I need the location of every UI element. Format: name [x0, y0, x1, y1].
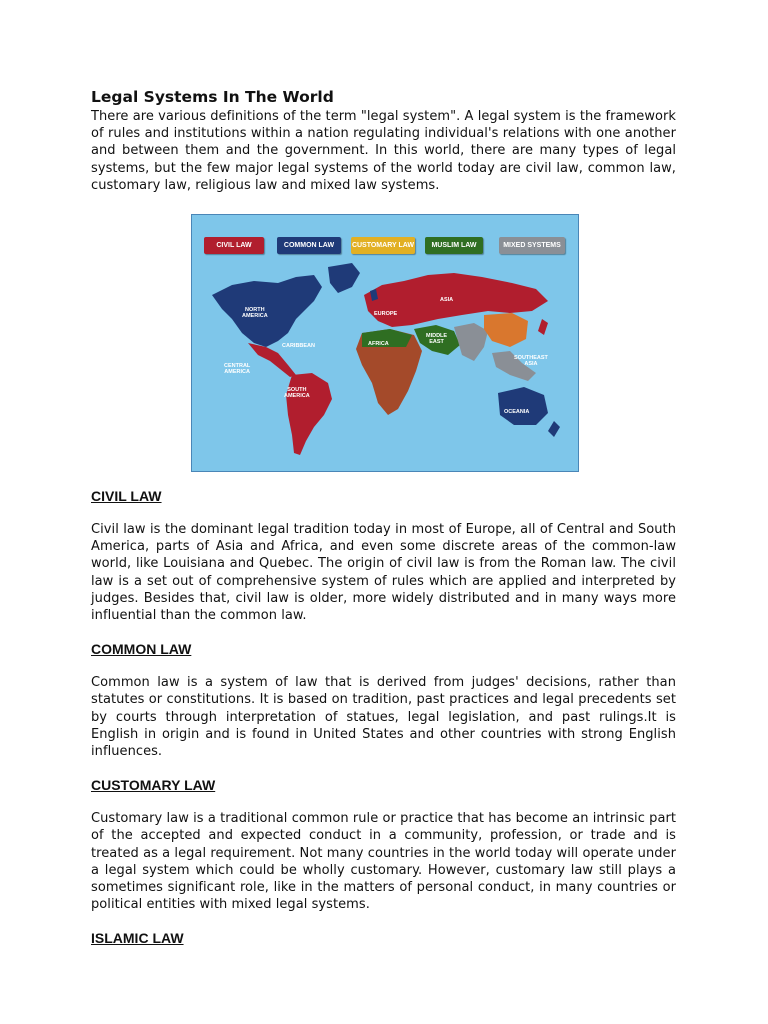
section-heading: CIVIL LAW: [91, 488, 162, 505]
region-label-south-america: SOUTH AMERICA: [284, 387, 310, 400]
section-heading: COMMON LAW: [91, 641, 192, 658]
legend-muslim-law: [425, 237, 483, 254]
intro-paragraph: There are various definitions of the term "legal system". A legal system is the framework of rules and institutions within a nation regulating individual's relations with one another and between them and the government. In this world, there are many types of legal systems, but the few major legal systems of the world today are civil law, common law, customary law, religious law and mixed law systems.: [91, 109, 676, 193]
region-label-africa: AFRICA: [368, 341, 389, 348]
legend-common-law-label: COMMON LAW: [283, 242, 335, 250]
section-heading: CUSTOMARY LAW: [91, 777, 216, 794]
legend-customary-law: [351, 237, 415, 254]
region-label-southeast-asia: SOUTHEAST ASIA: [514, 355, 548, 368]
section-heading: ISLAMIC LAW: [91, 930, 184, 947]
east-asia-landmass: [484, 313, 528, 347]
greenland-landmass: [328, 263, 360, 293]
section-islamic-law: [91, 930, 676, 946]
legend-civil-law-label: CIVIL LAW: [216, 242, 252, 250]
south-america-landmass: [286, 373, 332, 455]
legend-mixed-systems-label: MIXED SYSTEMS: [503, 242, 561, 250]
legend-mixed-systems: [499, 237, 565, 254]
south-asia-landmass: [454, 323, 488, 361]
region-label-caribbean: CARIBBEAN: [282, 343, 315, 350]
legend-civil-law: [204, 237, 264, 254]
region-label-asia: ASIA: [440, 297, 454, 304]
document-title: Legal Systems In The World: [91, 88, 334, 106]
region-label-middle-east: MIDDLE EAST: [426, 333, 448, 346]
region-label-central-america: CENTRAL AMERICA: [224, 363, 251, 376]
new-zealand-landmass: [548, 421, 560, 437]
section-civil-law: [91, 488, 676, 624]
oceania-landmass: [498, 387, 548, 425]
section-common-law: [91, 641, 676, 760]
section-body: Civil law is the dominant legal tradition today in most of Europe, all of Central and South America, parts of Asia and Africa, and even some discrete areas of the common-law world, like Louisiana and Quebec. The origin of civil law is from the Roman law. The civil law is a set out of comprehensive system of rules which are applied and interpreted by judges. Besides that, civil law is older, more widely distributed and in many ways more influential than the common law.: [91, 522, 676, 624]
section-body: Customary law is a traditional common rule or practice that has become an intrinsic part of the accepted and expected conduct in a community, profession, or trade and is treated as a legal requirement. Not many countries in the world today will operate under a legal system which could be wholly customary. However, customary law still plays a sometimes significant role, like in the matters of personal conduct, in many countries or political entities with mixed legal systems.: [91, 811, 676, 913]
japan-landmass: [538, 319, 548, 335]
document-page: [91, 88, 676, 946]
legend-customary-law-label: CUSTOMARY LAW: [351, 242, 415, 250]
legend-common-law: [277, 237, 341, 254]
region-label-europe: EUROPE: [374, 311, 398, 318]
legend-muslim-law-label: MUSLIM LAW: [431, 242, 477, 250]
section-customary-law: [91, 777, 676, 913]
region-label-oceania: OCEANIA: [504, 409, 530, 416]
legal-systems-world-map: [191, 214, 579, 472]
section-body: Common law is a system of law that is derived from judges' decisions, rather than statutes or constitutions. It is based on tradition, past practices and legal precedents set by courts through interpretation of statues, legal legislation, and past rulings.It is English in origin and is found in United States and other countries with strong English influences.: [91, 675, 676, 760]
region-label-north-america: NORTH AMERICA: [242, 307, 268, 320]
